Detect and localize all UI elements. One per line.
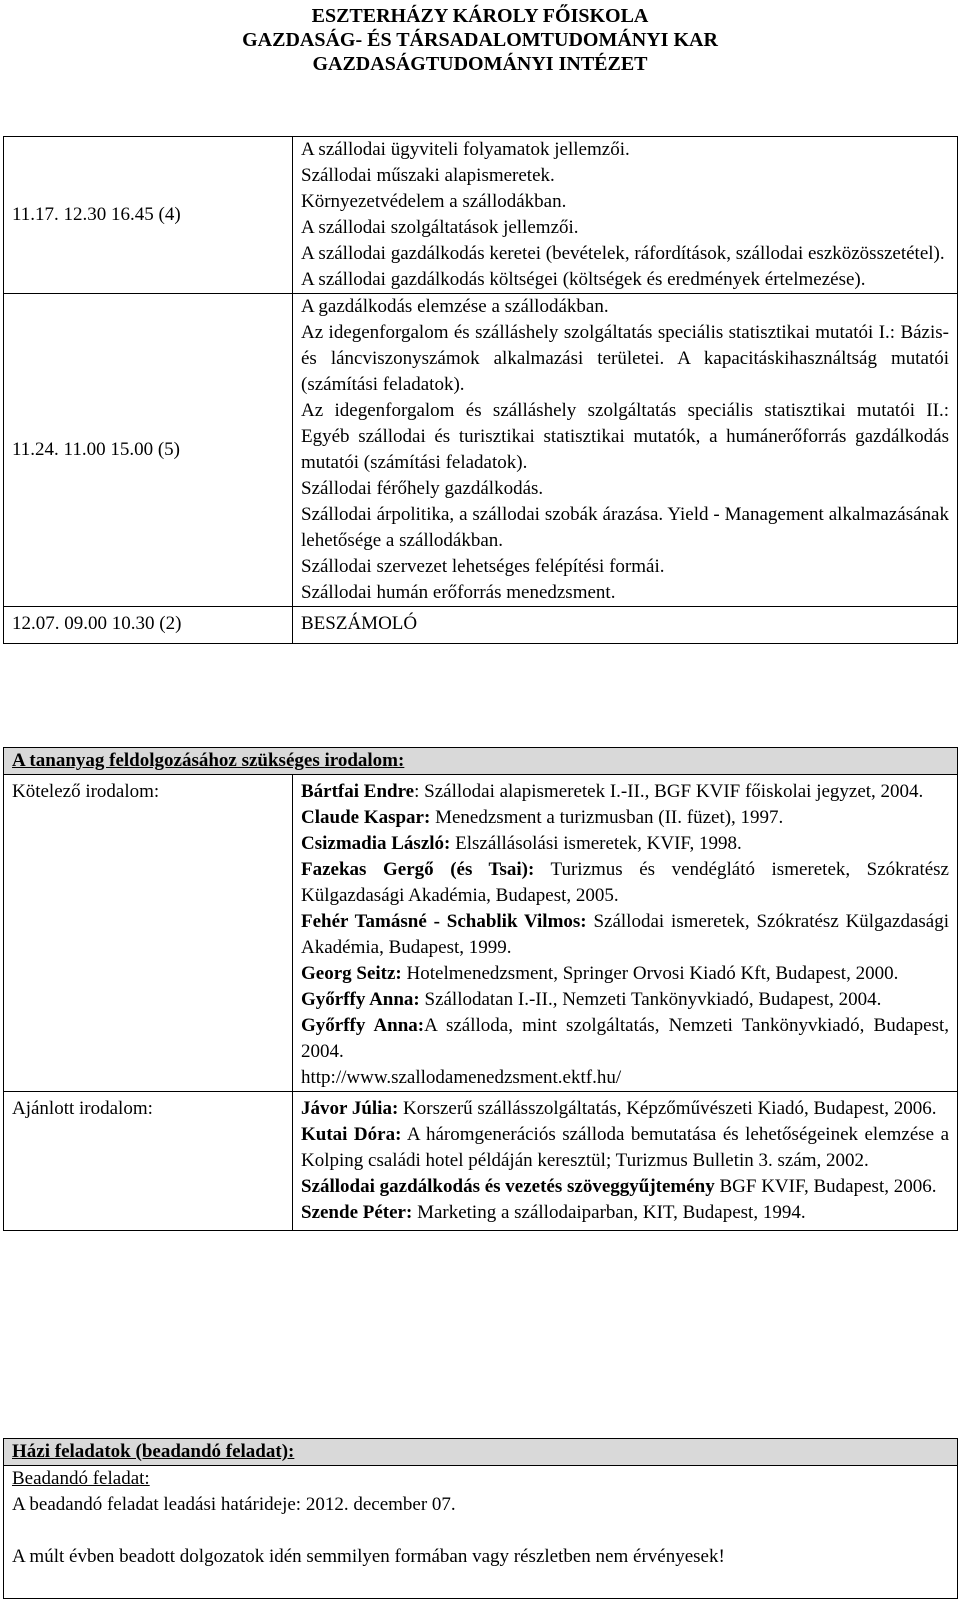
topic: A gazdálkodás elemzése a szállodákban. [301, 296, 609, 317]
reference: Fehér Tamásné - Schablik Vilmos: Szállodai ismeretek, Szókratész Külgazdasági Akadémia, Budapest, 1999. [301, 911, 949, 958]
homework-table [3, 1438, 958, 1599]
required-label: Kötelező irodalom: [4, 775, 293, 1092]
topic: Környezetvédelem a szállodákban. [301, 191, 567, 212]
required-list [293, 775, 958, 1092]
literature-heading: A tananyag feldolgozásához szükséges irodalom: [4, 748, 958, 775]
reference: Csizmadia László: Elszállásolási ismeretek, KVIF, 1998. [301, 833, 742, 854]
topic: A szállodai szolgáltatások jellemzői. [301, 217, 579, 238]
homework-deadline: A beadandó feladat leadási határideje: 2012. december 07. [12, 1494, 456, 1515]
schedule-topics [293, 607, 958, 644]
reference: Claude Kaspar: Menedzsment a turizmusban (II. füzet), 1997. [301, 807, 784, 828]
topic: A szállodai ügyviteli folyamatok jellemzői. [301, 139, 630, 160]
topic: BESZÁMOLÓ [301, 613, 418, 634]
schedule-row [4, 294, 958, 607]
topic: Szállodai műszaki alapismeretek. [301, 165, 555, 186]
homework-body [4, 1466, 958, 1599]
header-line-2: GAZDASÁG- ÉS TÁRSADALOMTUDOMÁNYI KAR [242, 29, 718, 51]
reference: Kutai Dóra: A háromgenerációs szálloda bemutatása és lehetőségeinek elemzése a Kolping családi hotel példáján keresztül; Turizmus Bulletin 3. szám, 2002. [301, 1124, 949, 1171]
literature-table [3, 747, 958, 1231]
reference-url[interactable]: http://www.szallodamenedzsment.ektf.hu/ [301, 1067, 622, 1088]
topic: Szállodai szervezet lehetséges felépítési formái. [301, 556, 665, 577]
schedule-topics [293, 294, 958, 607]
schedule-date: 12.07. 09.00 10.30 (2) [4, 607, 293, 644]
recommended-label: Ajánlott irodalom: [4, 1092, 293, 1231]
reference: Szállodai gazdálkodás és vezetés szöveggyűjtemény BGF KVIF, Budapest, 2006. [301, 1176, 937, 1197]
homework-subheading: Beadandó feladat: [12, 1468, 150, 1489]
reference: Bártfai Endre: Szállodai alapismeretek I.-II., BGF KVIF főiskolai jegyzet, 2004. [301, 781, 924, 802]
reference: Jávor Júlia: Korszerű szállásszolgáltatás, Képzőművészeti Kiadó, Budapest, 2006. [301, 1098, 937, 1119]
schedule-topics [293, 137, 958, 294]
homework-heading: Házi feladatok (beadandó feladat): [4, 1439, 958, 1466]
header-line-3: GAZDASÁGTUDOMÁNYI INTÉZET [312, 53, 648, 75]
schedule-row [4, 607, 958, 644]
homework-note: A múlt évben beadott dolgozatok idén semmilyen formában vagy részletben nem érvényesek! [12, 1546, 725, 1567]
header-line-1: ESZTERHÁZY KÁROLY FŐISKOLA [311, 5, 649, 27]
reference: Szende Péter: Marketing a szállodaiparban, KIT, Budapest, 1994. [301, 1202, 806, 1223]
reference: Győrffy Anna: Szállodatan I.-II., Nemzeti Tankönyvkiadó, Budapest, 2004. [301, 989, 882, 1010]
topic: Az idegenforgalom és szálláshely szolgáltatás speciális statisztikai mutatói I.: Bázis- és láncviszonyszámok alkalmazási területei. A kapacitáskihasználtság mutatói (számítási feladatok). [301, 322, 949, 395]
schedule-table [3, 136, 958, 644]
document-header [0, 4, 960, 76]
recommended-list [293, 1092, 958, 1231]
reference: Fazekas Gergő (és Tsai): Turizmus és vendéglátó ismeretek, Szókratész Külgazdasági Akadémia, Budapest, 2005. [301, 859, 949, 906]
schedule-date: 11.17. 12.30 16.45 (4) [4, 137, 293, 294]
topic: Szállodai humán erőforrás menedzsment. [301, 582, 616, 603]
topic: A szállodai gazdálkodás keretei (bevételek, ráfordítások, szállodai eszközösszetétel). [301, 243, 945, 264]
topic: Szállodai férőhely gazdálkodás. [301, 478, 544, 499]
topic: Szállodai árpolitika, a szállodai szobák árazása. Yield - Management alkalmazásának lehetősége a szállodákban. [301, 504, 949, 551]
topic: A szállodai gazdálkodás költségei (költségek és eredmények értelmezése). [301, 269, 866, 290]
schedule-row [4, 137, 958, 294]
topic: Az idegenforgalom és szálláshely szolgáltatás speciális statisztikai mutatói II.: Egyéb szállodai és turisztikai statisztikai mutatók, a humánerőforrás gazdálkodás mutatói (számítási feladatok). [301, 400, 949, 473]
reference: Georg Seitz: Hotelmenedzsment, Springer Orvosi Kiadó Kft, Budapest, 2000. [301, 963, 899, 984]
schedule-date: 11.24. 11.00 15.00 (5) [4, 294, 293, 607]
reference: Győrffy Anna:A szálloda, mint szolgáltatás, Nemzeti Tankönyvkiadó, Budapest, 2004. [301, 1015, 950, 1062]
